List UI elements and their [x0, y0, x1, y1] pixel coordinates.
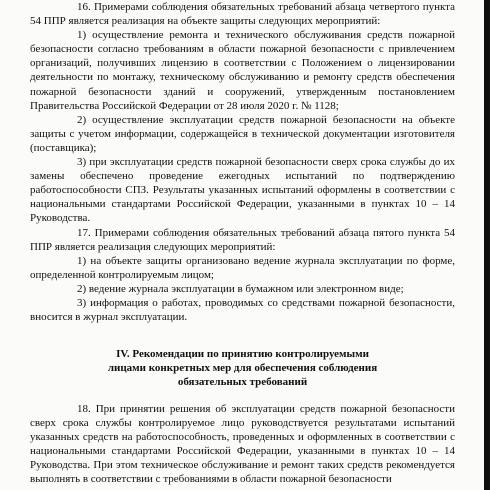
document-body-continued — [30, 402, 455, 487]
section-heading — [30, 347, 455, 389]
paragraph-16: 16. Примерами соблюдения обязательных требований абзаца четвертого пункта 54 ППР является реализация на объекте защиты следующих мероприятий: — [30, 1, 455, 28]
paragraph-17-item-3: 3) информация о работах, проводимых со средствами пожарной безопасности, вносится в журнал эксплуатации. — [30, 296, 455, 324]
section-heading-line-3: обязательных требований — [177, 376, 308, 388]
document-body — [30, 0, 455, 324]
section-heading-line-1: IV. Рекомендации по принятию контролируемыми — [116, 348, 369, 360]
section-heading-line-2: лицами конкретных мер для обеспечения соблюдения — [107, 362, 378, 374]
paragraph-17-item-1: 1) на объекте защиты организовано ведение журнала эксплуатации по форме, определенной контролируемым лицом; — [30, 254, 455, 281]
scan-edge — [484, 0, 490, 490]
paragraph-16-item-1: 1) осуществление ремонта и технического обслуживания средств пожарной безопасности согласно требованиям в области пожарной безопасности с привлечением организаций, получивших лицензию в соответствии с Положением о лицензировании деятельности по монтажу, техническому обслуживанию и ремонту средств обеспечения пожарной безопасности зданий и сооружений, утвержденным постановлением Правительства Российской Федерации от 28 июля 2020 г. № 1128; — [30, 29, 455, 112]
paragraph-18: 18. При принятии решения об эксплуатации средств пожарной безопасности сверх срока службы контролируемое лицо руководствуется результатами испытаний указанных средств на работоспособность, проведенных и оформленных в соответствии с национальными стандартами Российской Федерации, указанными в пунктах 10 – 14 Руководства. При этом техническое обслуживание и ремонт таких средств рекомендуется выполнять в соответствии с требованиями в области пожарной безопасности — [30, 403, 455, 486]
paragraph-16-item-2: 2) осуществление эксплуатации средств пожарной безопасности на объекте защиты с учетом информации, содержащейся в технической документации изготовителя (поставщика); — [30, 113, 455, 154]
paragraph-16-item-3: 3) при эксплуатации средств пожарной безопасности сверх срока службы до их замены обеспечено проведение ежегодных испытаний по подтверждению работоспособности СПЗ. Результаты указанных испытаний оформлены в соответствии с национальными стандартами Российской Федерации, указанными в пунктах 10 – 14 Руководства. — [30, 156, 455, 225]
paragraph-17-item-2: 2) ведение журнала эксплуатации в бумажном или электронном виде; — [77, 282, 404, 295]
paragraph-17: 17. Примерами соблюдения обязательных требований абзаца пятого пункта 54 ППР является реализация следующих мероприятий: — [30, 226, 455, 253]
